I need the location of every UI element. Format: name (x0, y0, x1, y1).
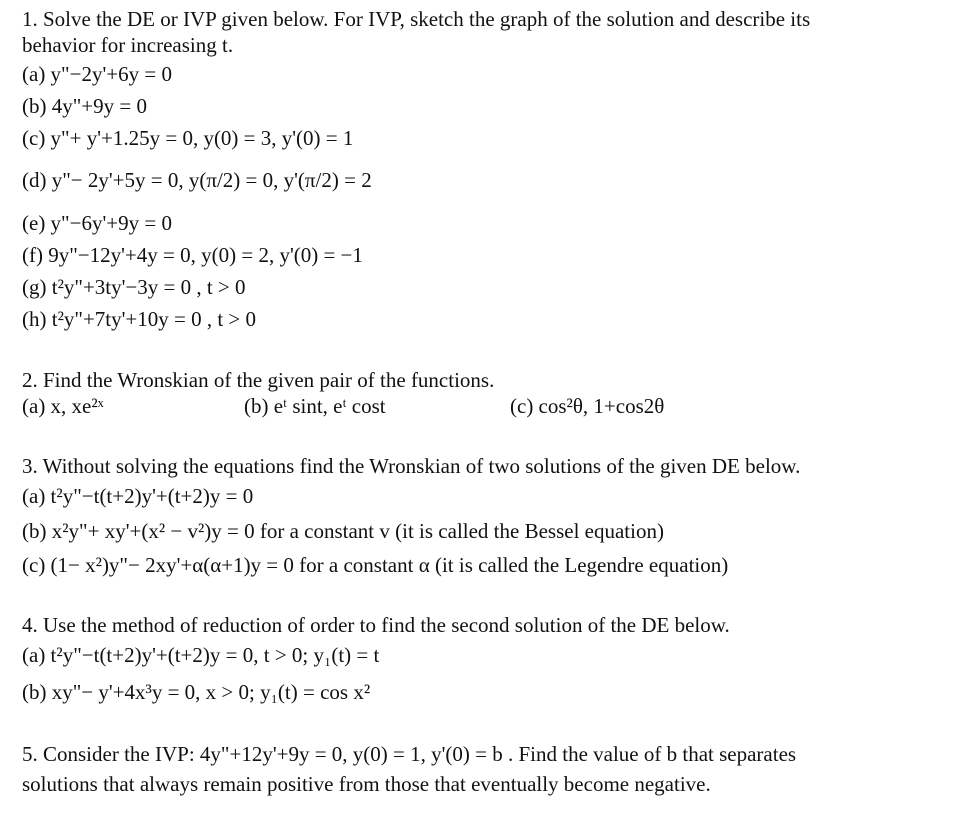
question-4 (22, 612, 962, 705)
q1-item-e: (e) y"−6y'+9y = 0 (22, 210, 172, 235)
q2-prompt: 2. Find the Wronskian of the given pair of the functions. (22, 367, 495, 392)
question-2 (22, 367, 962, 420)
q1-item-f: (f) 9y"−12y'+4y = 0, y(0) = 2, y'(0) = −1 (22, 242, 363, 267)
q5-prompt-line2: solutions that always remain positive from those that eventually become negative. (22, 772, 711, 796)
question-1 (22, 6, 962, 333)
question-3 (22, 453, 962, 578)
q1-item-a: (a) y"−2y'+6y = 0 (22, 61, 172, 86)
q1-item-h: (h) t²y"+7ty'+10y = 0 , t > 0 (22, 307, 257, 332)
question-5 (22, 741, 962, 798)
q5-prompt-line1: 5. Consider the IVP: 4y"+12y'+9y = 0, y(0) = 1, y'(0) = b . Find the value of b that separates (22, 741, 797, 766)
q2-item-c: (c) cos²θ, 1+cos2θ (510, 393, 665, 418)
q1-prompt-line1: 1. Solve the DE or IVP given below. For IVP, sketch the graph of the solution and describe its (22, 7, 811, 31)
q2-item-b: (b) eᵗ sint, eᵗ cost (244, 393, 386, 418)
q3-item-b: (b) x²y"+ xy'+(x² − v²)y = 0 for a constant v (it is called the Bessel equation) (22, 518, 664, 543)
problem-sheet (22, 6, 962, 797)
q3-prompt: 3. Without solving the equations find the Wronskian of two solutions of the given DE below. (22, 454, 801, 478)
q4-prompt: 4. Use the method of reduction of order to find the second solution of the DE below. (22, 613, 730, 637)
q3-item-c: (c) (1− x²)y"− 2xy'+α(α+1)y = 0 for a constant α (it is called the Legendre equation) (22, 552, 729, 577)
q4-item-a: (a) t²y"−t(t+2)y'+(t+2)y = 0, t > 0; y₁(t) = t (22, 643, 380, 668)
q2-items (22, 393, 962, 419)
q4-item-b: (b) xy"− y'+4x³y = 0, x > 0; y₁(t) = cos x² (22, 679, 371, 704)
q1-item-c: (c) y"+ y'+1.25y = 0, y(0) = 3, y'(0) = 1 (22, 126, 354, 150)
q2-item-a: (a) x, xe²ˣ (22, 393, 104, 418)
q1-prompt-line2: behavior for increasing t. (22, 33, 234, 58)
q1-item-d: (d) y"− 2y'+5y = 0, y(π/2) = 0, y'(π/2) = 2 (22, 168, 372, 193)
q1-item-b: (b) 4y"+9y = 0 (22, 93, 147, 118)
q3-item-a: (a) t²y"−t(t+2)y'+(t+2)y = 0 (22, 484, 254, 509)
q1-item-g: (g) t²y"+3ty'−3y = 0 , t > 0 (22, 275, 246, 299)
